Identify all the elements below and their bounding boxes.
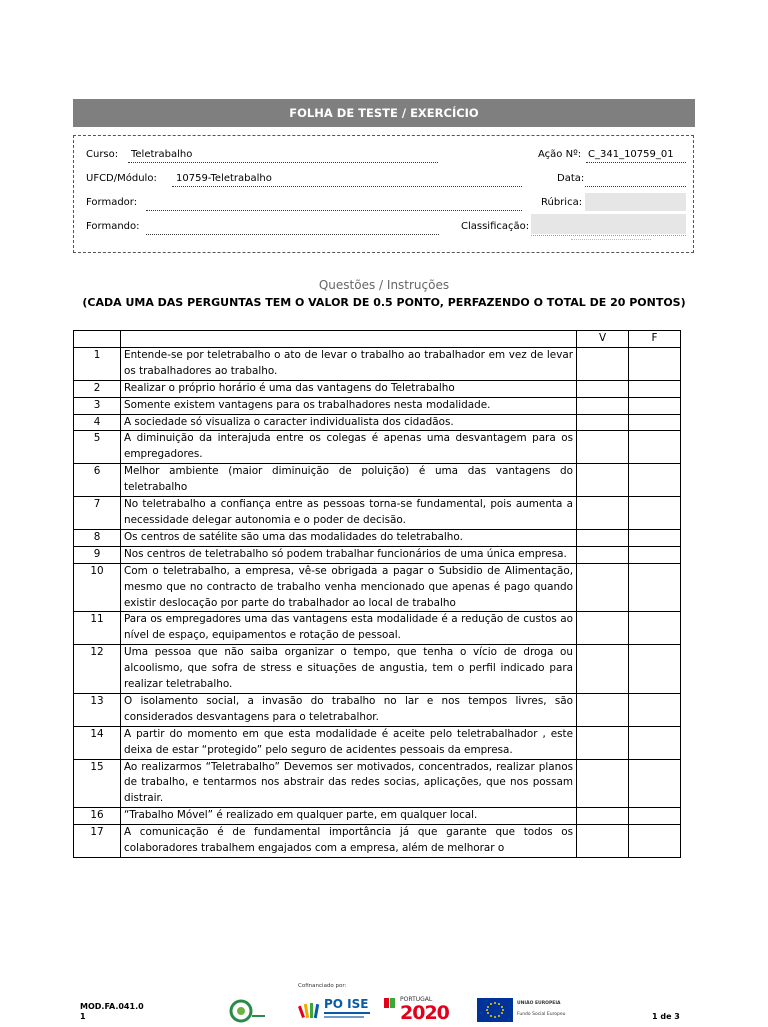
answer-f-cell[interactable] [629, 759, 681, 808]
question-text: Somente existem vantagens para os trabalhadores nesta modalidade. [121, 397, 577, 414]
question-text: Entende-se por teletrabalho o ato de levar o trabalho ao trabalhador em vez de levar os trabalhadores ao trabalho. [121, 347, 577, 380]
section-subtitle: (CADA UMA DAS PERGUNTAS TEM O VALOR DE 0.5 PONTO, PERFAZENDO O TOTAL DE 20 PONTOS) [82, 296, 686, 309]
formando-label: Formando: [86, 221, 140, 232]
answer-v-cell[interactable] [577, 380, 629, 397]
questions-table [73, 330, 681, 858]
answer-v-cell[interactable] [577, 693, 629, 726]
question-row [74, 645, 681, 694]
eu-logo [477, 998, 567, 1024]
answer-v-cell[interactable] [577, 529, 629, 546]
question-text: A partir do momento em que esta modalidade é aceite pelo teletrabalhador , este deixa de estar “protegido” pelo seguro de acidentes pessoais da empresa. [121, 726, 577, 759]
answer-f-cell[interactable] [629, 464, 681, 497]
answer-f-cell[interactable] [629, 546, 681, 563]
question-number: 1 [74, 347, 121, 380]
formador-label: Formador: [86, 197, 138, 208]
curso-label: Curso: [86, 149, 119, 160]
classificacao-note [531, 235, 686, 243]
answer-v-cell[interactable] [577, 546, 629, 563]
answer-f-cell[interactable] [629, 529, 681, 546]
answer-v-cell[interactable] [577, 825, 629, 858]
question-row [74, 464, 681, 497]
ue-text: UNIÃO EUROPEIA [517, 1001, 561, 1006]
answer-v-cell[interactable] [577, 612, 629, 645]
answer-f-cell[interactable] [629, 431, 681, 464]
formando-field[interactable] [146, 234, 439, 235]
question-number: 14 [74, 726, 121, 759]
question-number: 5 [74, 431, 121, 464]
answer-f-cell[interactable] [629, 612, 681, 645]
acao-label: Ação Nº: [538, 149, 582, 160]
answer-v-cell[interactable] [577, 397, 629, 414]
ufcd-label: UFCD/Módulo: [86, 173, 157, 184]
question-text: Com o teletrabalho, a empresa, vê-se obrigada a pagar o Subsidio de Alimentação, mesmo que no contracto de trabalho venha mencionado que apenas é pago quando existir deslocação por parte do trabalhador ao local de trabalho [121, 563, 577, 612]
question-text: Nos centros de teletrabalho só podem trabalhar funcionários de uma única empresa. [121, 546, 577, 563]
curso-line [128, 162, 438, 163]
poise-text: PO ISE [324, 997, 369, 1011]
question-text: Para os empregadores uma das vantagens esta modalidade é a redução de custos ao nível de espaço, equipamentos e rotação de pessoal. [121, 612, 577, 645]
answer-f-cell[interactable] [629, 563, 681, 612]
form-code-line1: MOD.FA.041.0 [80, 1002, 144, 1011]
answer-f-cell[interactable] [629, 414, 681, 431]
portugal2020-logo [384, 994, 464, 1024]
question-text: A comunicação é de fundamental importância já que garante que todos os colaboradores trabalhem engajados com a empresa, além de melhorar o [121, 825, 577, 858]
question-number: 7 [74, 497, 121, 530]
question-text: Ao realizarmos “Teletrabalho” Devemos ser motivados, concentrados, realizar planos de trabalho, e tentarmos nos abstrair das redes socias, aplicações, que nos possam distrair. [121, 759, 577, 808]
portugal-text: PORTUGAL [400, 996, 433, 1003]
answer-f-cell[interactable] [629, 693, 681, 726]
question-row [74, 546, 681, 563]
fse-text: Fundo Social Europeu [517, 1012, 566, 1017]
rubrica-field[interactable] [585, 193, 686, 211]
certification-logo [228, 995, 266, 1023]
answer-v-cell[interactable] [577, 645, 629, 694]
question-text: Melhor ambiente (maior diminuição de poluição) é uma das vantagens do teletrabalho [121, 464, 577, 497]
form-code [80, 1002, 144, 1022]
question-text: Os centros de satélite são uma das modalidades do teletrabalho. [121, 529, 577, 546]
question-row [74, 825, 681, 858]
question-row [74, 529, 681, 546]
answer-v-cell[interactable] [577, 464, 629, 497]
formador-field[interactable] [146, 210, 522, 211]
question-text: Realizar o próprio horário é uma das vantagens do Teletrabalho [121, 380, 577, 397]
answer-v-cell[interactable] [577, 347, 629, 380]
answer-f-cell[interactable] [629, 397, 681, 414]
question-number: 13 [74, 693, 121, 726]
question-number: 15 [74, 759, 121, 808]
question-number: 10 [74, 563, 121, 612]
header-text-cell [121, 331, 577, 348]
question-number: 8 [74, 529, 121, 546]
answer-v-cell[interactable] [577, 563, 629, 612]
answer-f-cell[interactable] [629, 808, 681, 825]
header-f: F [629, 331, 681, 348]
form-code-line2: 1 [80, 1012, 86, 1021]
question-number: 9 [74, 546, 121, 563]
answer-v-cell[interactable] [577, 759, 629, 808]
question-number: 16 [74, 808, 121, 825]
acao-value: C_341_10759_01 [588, 149, 674, 160]
question-text: A diminuição da interajuda entre os colegas é apenas uma desvantagem para os empregadores. [121, 431, 577, 464]
answer-v-cell[interactable] [577, 726, 629, 759]
question-number: 11 [74, 612, 121, 645]
answer-f-cell[interactable] [629, 497, 681, 530]
answer-v-cell[interactable] [577, 414, 629, 431]
classificacao-label: Classificação: [461, 221, 530, 232]
question-row [74, 414, 681, 431]
cofinanciado-label: Cofinanciado por: [298, 983, 347, 989]
question-text: Uma pessoa que não saiba organizar o tempo, que tenha o vício de droga ou alcoolismo, que sofra de stress e situações de angustia, tem o perfil indicado para realizar teletrabalho. [121, 645, 577, 694]
data-label: Data: [557, 173, 585, 184]
question-row [74, 612, 681, 645]
header-num-cell [74, 331, 121, 348]
question-number: 12 [74, 645, 121, 694]
question-text: A sociedade só visualiza o caracter individualista dos cidadãos. [121, 414, 577, 431]
question-row [74, 693, 681, 726]
question-row [74, 380, 681, 397]
page-number: 1 de 3 [652, 1012, 680, 1021]
answer-v-cell[interactable] [577, 808, 629, 825]
question-row [74, 397, 681, 414]
header-v: V [577, 331, 629, 348]
question-number: 17 [74, 825, 121, 858]
question-number: 4 [74, 414, 121, 431]
question-text: “Trabalho Móvel” é realizado em qualquer parte, em qualquer local. [121, 808, 577, 825]
answer-f-cell[interactable] [629, 645, 681, 694]
ufcd-value: 10759-Teletrabalho [176, 173, 272, 184]
answer-f-cell[interactable] [629, 726, 681, 759]
question-row [74, 347, 681, 380]
question-row [74, 759, 681, 808]
poise-logo [298, 996, 378, 1024]
answer-v-cell[interactable] [577, 497, 629, 530]
question-number: 3 [74, 397, 121, 414]
acao-line [586, 162, 686, 163]
classificacao-field[interactable] [531, 214, 686, 234]
question-text: O isolamento social, a invasão do trabalho no lar e nos tempos livres, são considerados desvantagens para o teletrabalhor. [121, 693, 577, 726]
answer-f-cell[interactable] [629, 825, 681, 858]
section-title: Questões / Instruções [318, 278, 450, 292]
question-row [74, 808, 681, 825]
question-text: No teletrabalho a confiança entre as pessoas torna-se fundamental, pois aumenta a necessidade delegar autonomia e o poder de decisão. [121, 497, 577, 530]
question-row [74, 431, 681, 464]
page-title: FOLHA DE TESTE / EXERCÍCIO [73, 99, 695, 127]
question-row [74, 563, 681, 612]
question-number: 6 [74, 464, 121, 497]
rubrica-label: Rúbrica: [541, 197, 583, 208]
curso-value: Teletrabalho [131, 149, 193, 160]
question-row [74, 726, 681, 759]
answer-f-cell[interactable] [629, 347, 681, 380]
ufcd-line [172, 186, 522, 187]
data-field[interactable] [585, 186, 686, 187]
answer-f-cell[interactable] [629, 380, 681, 397]
p2020-text: 2020 [400, 1002, 449, 1024]
question-row [74, 497, 681, 530]
answer-v-cell[interactable] [577, 431, 629, 464]
table-header-row [74, 331, 681, 348]
question-number: 2 [74, 380, 121, 397]
